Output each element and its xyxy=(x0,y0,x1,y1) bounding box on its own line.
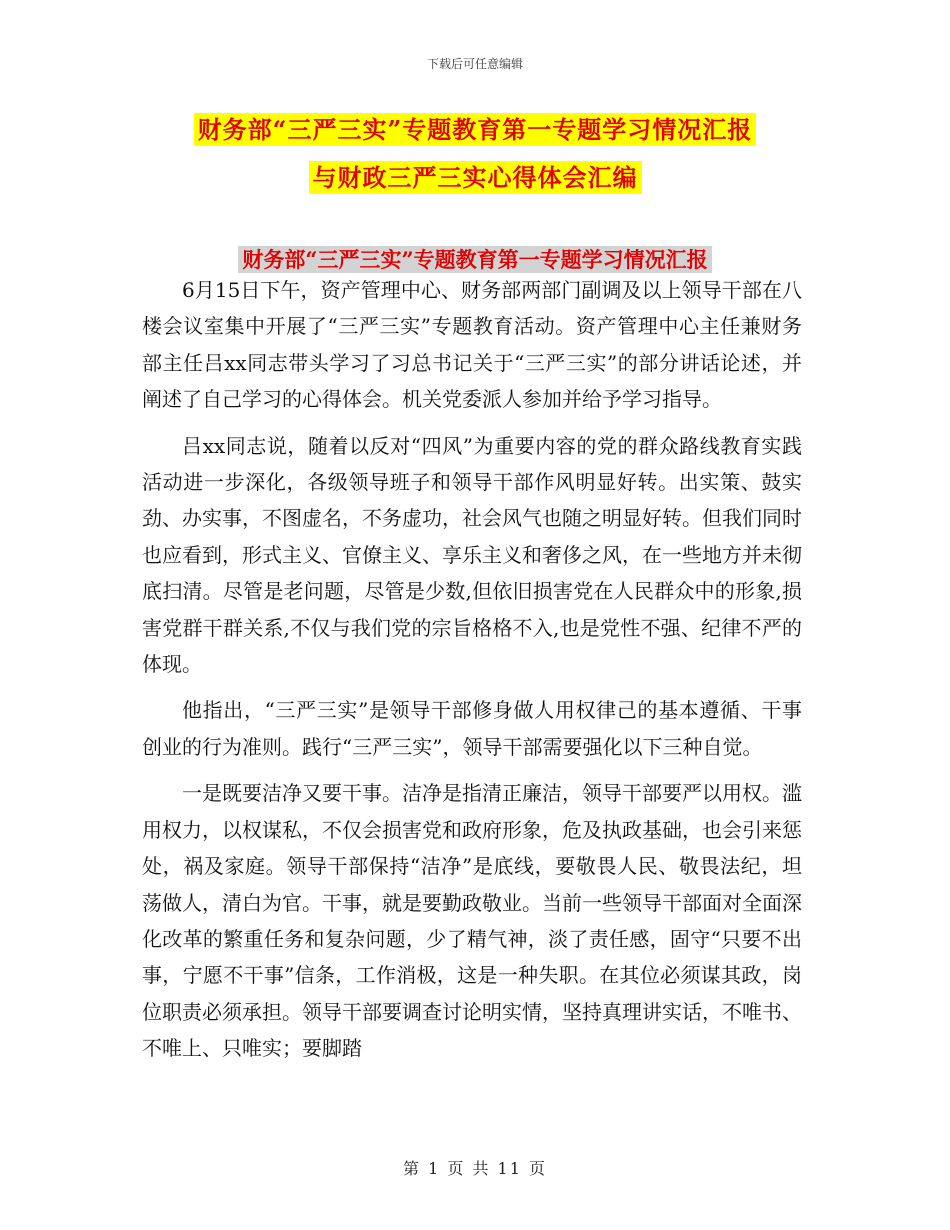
body-text xyxy=(142,272,802,1077)
paragraph-4: 一是既要洁净又要干事。洁净是指清正廉洁，领导干部要严以用权。滥用权力，以权谋私，不仅会损害党和政府形象，危及执政基础，也会引来惩处，祸及家庭。领导干部保持“洁净”是底线，要敬畏人民、敬畏法纪，坦荡做人，清白为官。干事，就是要勤政敬业。当前一些领导干部面对全面深化改革的繁重任务和复杂问题，少了精气神，淡了责任感，固守“只要不出事，宁愿不干事”信条，工作消极，这是一种失职。在其位必须谋其政，岗位职责必须承担。领导干部要调查讨论明实情，坚持真理讲实话，不唯书、不唯上、只唯实；要脚踏 xyxy=(142,781,802,1061)
section-heading-text: 财务部“三严三实”专题教育第一专题学习情况汇报 xyxy=(238,246,711,273)
title-line-1 xyxy=(0,112,950,148)
paragraph-2: 吕xx同志说，随着以反对“四风”为重要内容的党的群众路线教育实践活动进一步深化，各级领导班子和领导干部作风明显好转。出实策、鼓实劲、办实事，不图虚名，不务虚功，社会风气也随之明显好转。但我们同时也应看到，形式主义、官僚主义、享乐主义和奢侈之风，在一些地方并未彻底扫清。尽管是老问题，尽管是少数,但依旧损害党在人民群众中的形象,损害党群干群关系,不仅与我们党的宗旨格格不入,也是党性不强、纪律不严的体现。 xyxy=(142,433,802,677)
title-line-2-text: 与财政三严三实心得体会汇编 xyxy=(309,161,642,194)
title-line-2 xyxy=(0,160,950,196)
title-line-1-text: 财务部“三严三实”专题教育第一专题学习情况汇报 xyxy=(194,113,757,146)
page-footer: 第 1 页 共 11 页 xyxy=(403,1159,547,1178)
paragraph-3: 他指出，“三严三实”是领导干部修身做人用权律己的基本遵循、干事创业的行为准则。践行“三严三实”，领导干部需要强化以下三种自觉。 xyxy=(142,698,802,759)
paragraph-1: 6月15日下午，资产管理中心、财务部两部门副调及以上领导干部在八楼会议室集中开展了“三严三实”专题教育活动。资产管理中心主任兼财务部主任吕xx同志带头学习了习总书记关于“三严三实”的部分讲话论述，并阐述了自己学习的心得体会。机关党委派人参加并给予学习指导。 xyxy=(142,278,802,412)
page-header: 下载后可任意编辑 xyxy=(426,57,523,71)
